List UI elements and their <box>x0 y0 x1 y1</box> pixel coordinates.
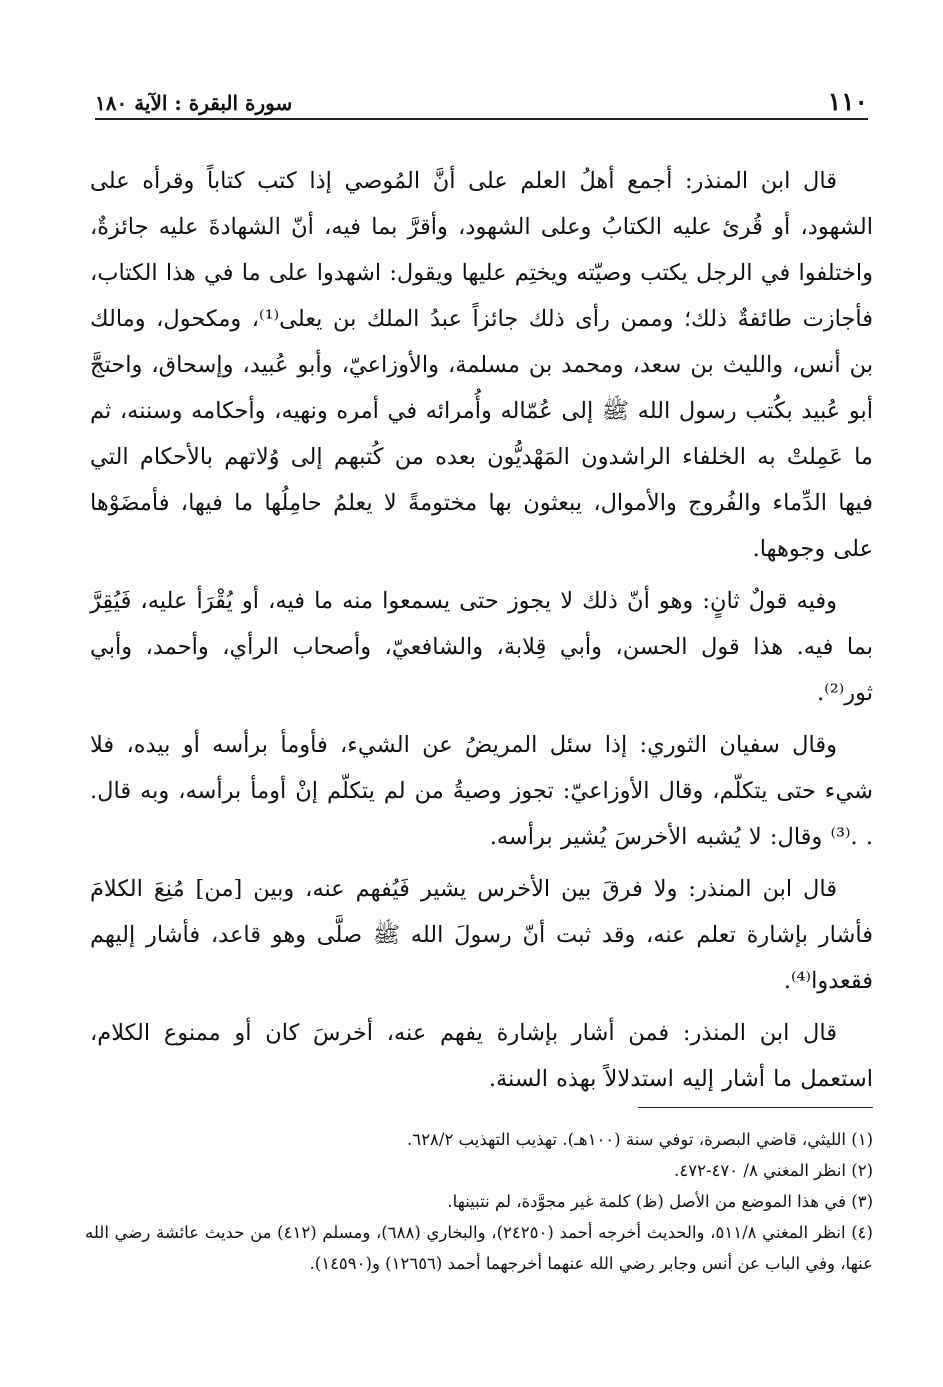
paragraph: قال ابن المنذر: أجمع أهلُ العلم على أنَّ المُوصي إذا كتب كتاباً وقرأه على الشهود، أو قُرئ عليه الكتابُ وعلى الشهود، وأقرَّ بما فيه، أنّ الشهادةَ عليه جائزةٌ، واختلفوا في الرجل يكتب وصيّته ويختِم عليها ويقول: اشهدوا على ما في هذا الكتاب، فأجازت طائفةٌ ذلك؛ وممن رأى ذلك جائزاً عبدُ الملك بن يعلى⁽¹⁾، ومكحول، ومالك بن أنس، والليث بن سعد، ومحمد بن مسلمة، والأوزاعيّ، وأبو عُبيد، وإسحاق، واحتجَّ أبو عُبيد بكُتب رسول الله ﷺ إلى عُمّاله وأُمرائه في أمره ونهيه، وأحكامه وسننه، ثم ما عَمِلتْ به الخلفاء الراشدون المَهْديُّون بعده من كُتبهم إلى وُلاتهم بالأحكام التي فيها الدِّماء والفُروج والأموال، يبعثون بها مختومةً لا يعلمُ حامِلُها ما فيها، فأمضَوْها على وجوهها. <box>90 168 873 562</box>
page-number: ١١٠ <box>827 87 868 116</box>
paragraph: وفيه قولٌ ثانٍ: وهو أنّ ذلك لا يجوز حتى يسمعوا منه ما فيه، أو يُقْرَأ عليه، فَيُقِرَّ بما فيه. هذا قول الحسن، وأبي قِلابة، والشافعيّ، وأصحاب الرأي، وأحمد، وأبي ثور⁽²⁾. <box>90 588 873 706</box>
footnote-divider <box>638 1107 873 1108</box>
paragraph: قال ابن المنذر: ولا فرقَ بين الأخرس يشير فَيُفهم عنه، وبين [من] مُنِعَ الكلامَ فأشار بإشارة تعلم عنه، وقد ثبت أنّ رسولَ الله ﷺ صلَّى وهو قاعد، فأشار إليهم فقعدوا⁽⁴⁾. <box>90 876 873 994</box>
running-header <box>95 82 868 120</box>
footnote: (٤) انظر المغني ٥١١/٨، والحديث أخرجه أحمد (٢٤٢٥٠)، والبخاري (٦٨٨)، ومسلم (٤١٢) من حديث عائشة رضي الله عنها، وفي الباب عن أنس وجابر رضي الله عنهما أخرجهما أحمد (١٢٦٥٦) و(١٤٥٩٠). <box>85 1223 873 1273</box>
paragraph: وقال سفيان الثوري: إذا سئل المريضُ عن الشيء، فأومأ برأسه أو بيده، فلا شيء حتى يتكلّم، وقال الأوزاعيّ: تجوز وصيةُ من لم يتكلّم إنْ أومأ برأسه، وبه قال. . .⁽³⁾ وقال: لا يُشبه الأخرسَ يُشير برأسه. <box>90 732 873 850</box>
paragraph: قال ابن المنذر: فمن أشار بإشارة يفهم عنه، أخرسَ كان أو ممنوع الكلام، استعمل ما أشار إليه استدلالاً بهذه السنة. <box>90 1020 873 1092</box>
footnote: (٢) انظر المغني ٨/ ٤٧٠-٤٧٢. <box>674 1161 873 1180</box>
footnote: (١) الليثي، قاضي البصرة، توفي سنة (١٠٠هـ). تهذيب التهذيب ٦٢٨/٢. <box>407 1130 873 1149</box>
footnotes <box>85 1124 873 1279</box>
main-text <box>90 158 873 1108</box>
surah-reference: سورة البقرة : الآية ١٨٠ <box>95 91 293 115</box>
footnote: (٣) في هذا الموضع من الأصل (ظ) كلمة غير مجوَّدة، لم نتبينها. <box>447 1192 873 1211</box>
